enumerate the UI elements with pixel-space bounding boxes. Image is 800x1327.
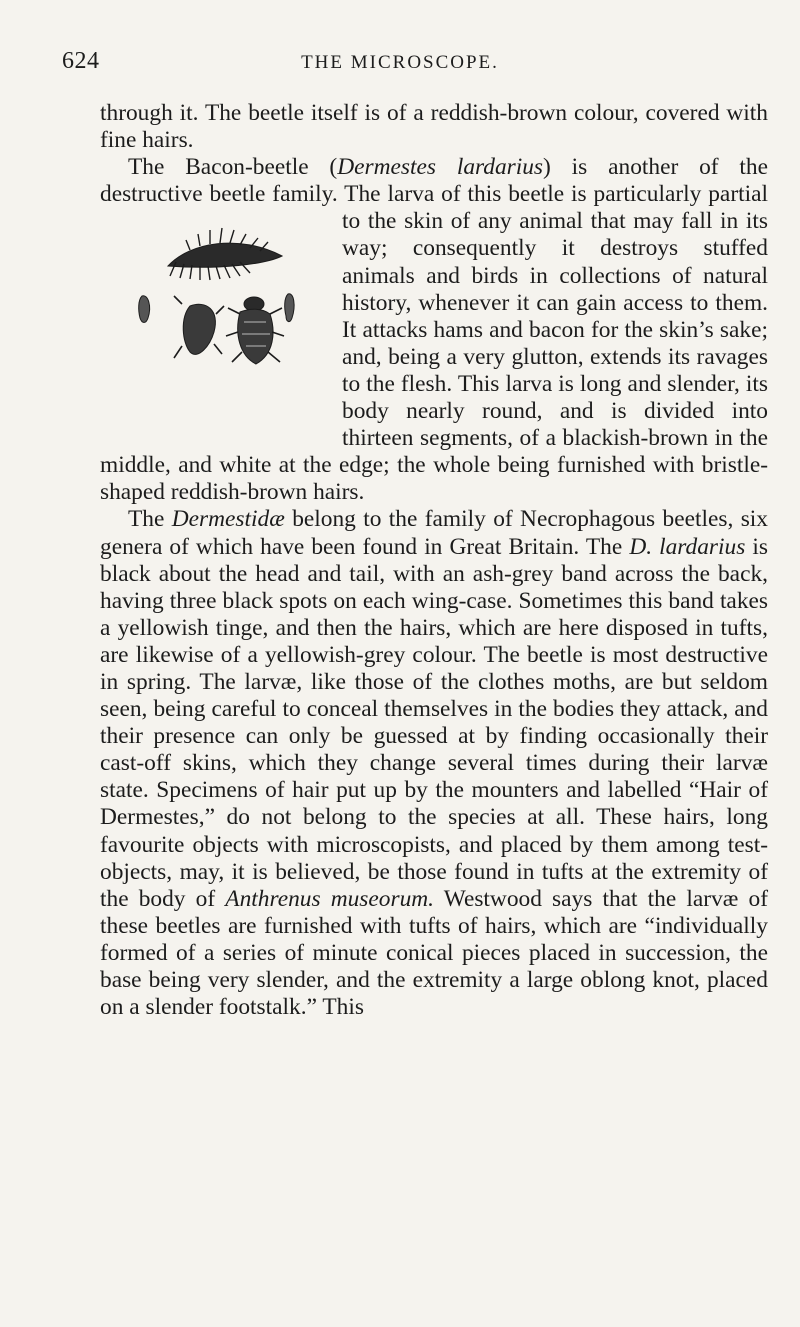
larva-drawing [168, 228, 282, 280]
paragraph-3: The Dermestidæ belong to the family of Necrophagous beetles, six genera of which have been found in Great Britain. The D. lardarius is black about the head and tail, with an ash-grey band across the back, having three black spots on each wing-case. Sometimes this band takes a yellowish tinge, and then the hairs, which are here disposed in tufts, are likewise of a yellowish-grey colour. The beetle is most destructive in spring. The larvæ, like those of the clothes moths, are but seldom seen, being careful to conceal themselves in the bodies they attack, and their presence can only be guessed at by finding occasionally their cast-off skins, which they change several times during their larvæ state. Specimens of hair put up by the mounters and labelled “Hair of Dermestes,” do not belong to the species at all. These hairs, long favourite objects with microscopists, and placed by them among test-objects, may, it is believed, be those found in tufts at the extremity of the body of Anthrenus museorum. Westwood says that the larvæ of these beetles are furnished with tufts of hairs, which are “individually formed of a series of minute conical pieces placed in succession, the base being very slender, and the extremity a large oblong knot, placed on a slender footstalk.” This [100, 506, 768, 1021]
pupa-drawing [139, 296, 224, 358]
page-number: 624 [62, 48, 100, 74]
species-name: Dermestes lardarius [337, 154, 544, 181]
body-text [100, 100, 768, 1021]
paragraph-2: The Bacon-beetle (Dermestes lardarius) is another of the destructive beetle family. The larva of this beetle is particularly partial to the skin of any animal that may fall in its way; consequently it destroys stuffed animals and birds in collections of natural history, whenever it can gain access to them. It attacks hams and bacon for the skin’s sake; and, being a very glutton, extends its ravages to the flesh. This larva is long and slender, its body nearly round, and is divided into thirteen segments, of a blackish-brown in the middle, and white at the edge; the whole being furnished with bristle-shaped reddish-brown hairs. [100, 154, 768, 506]
figure-dermestes [90, 214, 332, 436]
beetle-drawing [226, 294, 294, 364]
paragraph-2-text-a: ) is another of the destructive beetle family. The larva of this beetle is [100, 154, 769, 208]
running-head: THE MICROSCOPE. [301, 52, 499, 73]
paragraph-1: through it. The beetle itself is of a reddish-brown colour, covered with fine hairs. [100, 100, 768, 154]
figure-illustration [90, 214, 332, 398]
paragraph-2-text-b: particularly partial to the skin of any animal that may fall in its way; consequently it destroys stuffed animals and birds in collections of natural history, whenever it can gain access to them. It attacks hams and bacon for the skin’s sake; and, being a very glutton, extends its ravages to the flesh. This larva is long and slender, its body nearly round, and is divided into thirteen segments, of a blackish-brown in the middle, and white at the edge; the whole being furnished with bristle-shaped reddish-brown hairs. [100, 181, 768, 506]
